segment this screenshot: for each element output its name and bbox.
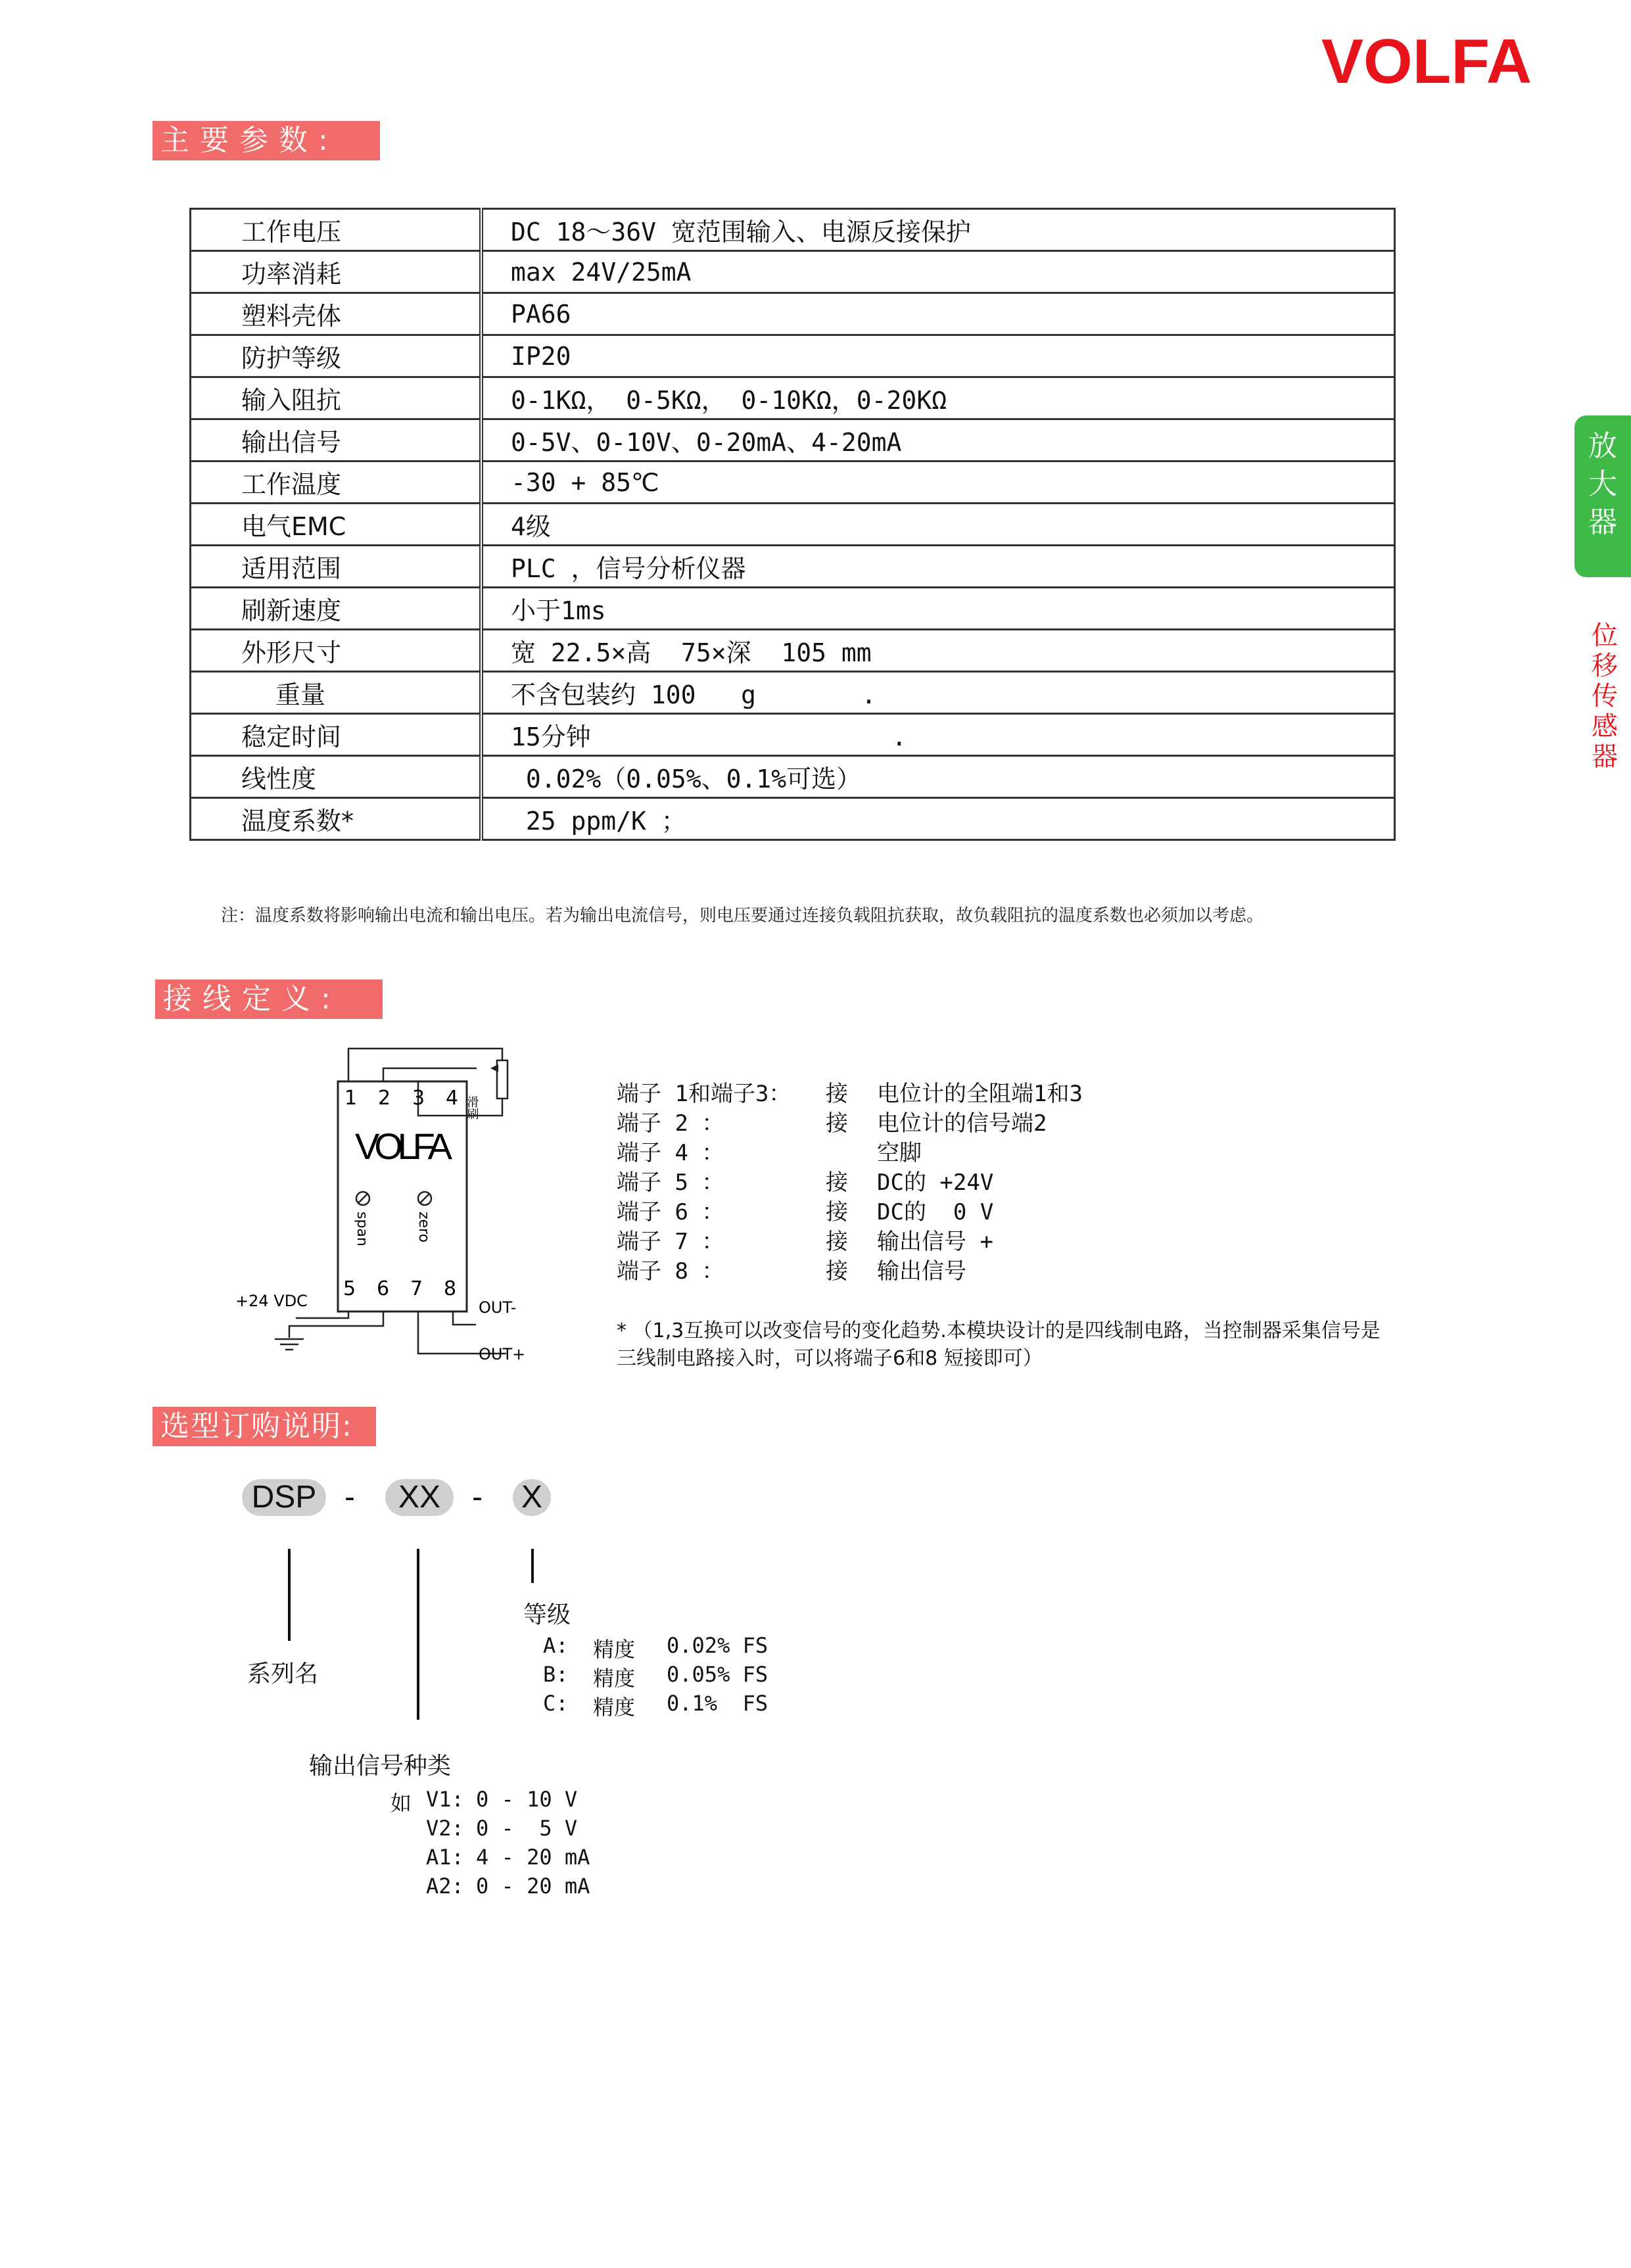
signal-value: 4 - 20 mA bbox=[476, 1845, 590, 1870]
code-grade: X bbox=[513, 1479, 551, 1516]
grade-code: B: bbox=[543, 1662, 569, 1687]
wiring-diagram bbox=[224, 1042, 539, 1384]
code-dash: - bbox=[344, 1480, 355, 1515]
wire-pin2 bbox=[383, 1068, 477, 1081]
param-key: 工作电压 bbox=[191, 209, 482, 251]
param-key: 输入阻抗 bbox=[191, 377, 482, 419]
param-value: PA66 bbox=[481, 293, 1395, 335]
bottom-pin-label: 7 bbox=[410, 1277, 423, 1300]
signal-value: 0 - 5 V bbox=[476, 1816, 578, 1841]
signal-code: A1: bbox=[426, 1845, 464, 1870]
param-value: PLC ，信号分析仪器 bbox=[481, 546, 1395, 588]
wiring-description: DC的 0 V bbox=[877, 1199, 994, 1225]
signal-value: 0 - 10 V bbox=[476, 1787, 578, 1812]
grade-code: C: bbox=[543, 1691, 569, 1716]
wiring-connect: 接 bbox=[826, 1199, 848, 1225]
param-value: 小于1ms bbox=[481, 588, 1395, 630]
wiring-connect: 接 bbox=[826, 1258, 848, 1285]
signal-code: V1: bbox=[426, 1787, 464, 1812]
param-value: 0.02%（0.05%、0.1%可选） bbox=[481, 756, 1395, 798]
wiring-connect: 接 bbox=[826, 1229, 848, 1255]
grade-name: 精度 bbox=[593, 1666, 636, 1691]
category-tab-char: 大 bbox=[1588, 467, 1617, 501]
section-title-order: 选型订购说明: bbox=[153, 1407, 376, 1446]
param-key: 功率消耗 bbox=[191, 251, 482, 293]
param-row bbox=[191, 419, 1395, 461]
param-row bbox=[191, 588, 1395, 630]
wiring-description: 电位计的全阻端1和3 bbox=[877, 1081, 1083, 1107]
param-value: max 24V/25mA bbox=[481, 251, 1395, 293]
category-tab-char: 位 bbox=[1592, 621, 1618, 651]
param-value: 0-5V、0-10V、0-20mA、4-20mA bbox=[481, 419, 1395, 461]
param-row bbox=[191, 293, 1395, 335]
category-tab-char: 移 bbox=[1592, 651, 1618, 681]
top-pin-label: 1 bbox=[344, 1087, 358, 1110]
wire-pin8 bbox=[453, 1311, 476, 1325]
section-title-params: 主要参数: bbox=[153, 121, 380, 160]
wiring-terminal: 端子 8 ： bbox=[617, 1258, 724, 1285]
wiring-description: 空脚 bbox=[877, 1140, 922, 1166]
param-value: 4级 bbox=[481, 504, 1395, 546]
grade-name: 精度 bbox=[593, 1695, 636, 1720]
category-tab-char: 感 bbox=[1592, 711, 1618, 742]
param-value: 0-1KΩ， 0-5KΩ， 0-10KΩ，0-20KΩ bbox=[481, 377, 1395, 419]
param-row bbox=[191, 504, 1395, 546]
temperature-note: 注：温度系数将影响输出电流和输出电压。若为输出电流信号，则电压要通过连接负载阻抗获取，故负载阻抗的温度系数也必须加以考虑。 bbox=[221, 906, 1264, 926]
category-tab-char: 传 bbox=[1592, 681, 1618, 711]
wiring-description: 输出信号 + bbox=[877, 1229, 993, 1255]
wiring-terminal: 端子 7 ： bbox=[617, 1229, 724, 1255]
param-key: 工作温度 bbox=[191, 461, 482, 504]
param-key: 外形尺寸 bbox=[191, 630, 482, 672]
wire-pin3 bbox=[418, 1081, 502, 1116]
category-tab-char: 放 bbox=[1588, 429, 1617, 463]
module-name: VOLFA bbox=[355, 1125, 452, 1167]
series-connector bbox=[288, 1549, 291, 1641]
param-row bbox=[191, 377, 1395, 419]
wiring-terminal: 端子 4 ： bbox=[617, 1140, 724, 1166]
out-plus-label: OUT+ bbox=[479, 1345, 526, 1363]
supply-label: +24 VDC bbox=[235, 1292, 308, 1310]
wiring-description: DC的 +24V bbox=[877, 1169, 994, 1196]
param-key: 刷新速度 bbox=[191, 588, 482, 630]
params-table bbox=[189, 208, 1396, 841]
section-title-wiring: 接线定义: bbox=[155, 980, 383, 1019]
param-value: 25 ppm/K ； bbox=[481, 798, 1395, 840]
top-pin-label: 2 bbox=[378, 1087, 391, 1110]
param-key: 塑料壳体 bbox=[191, 293, 482, 335]
wiper-arrow bbox=[490, 1064, 498, 1072]
param-key: 电气EMC bbox=[191, 504, 482, 546]
bottom-pin-label: 5 bbox=[343, 1277, 356, 1300]
wire-pin6 bbox=[289, 1311, 383, 1338]
param-row bbox=[191, 251, 1395, 293]
top-pin-label: 3 bbox=[412, 1087, 425, 1110]
param-value: DC 18～36V 宽范围输入、电源反接保护 bbox=[481, 209, 1395, 251]
param-row bbox=[191, 209, 1395, 251]
bottom-pin-label: 8 bbox=[444, 1277, 457, 1300]
param-key: 线性度 bbox=[191, 756, 482, 798]
param-row bbox=[191, 756, 1395, 798]
series-label: 系列名 bbox=[247, 1661, 319, 1688]
param-row bbox=[191, 335, 1395, 377]
footnote-line: * （1,3互换可以改变信号的变化趋势.本模块设计的是四线制电路，当控制器采集信号是 bbox=[617, 1319, 1381, 1342]
param-row bbox=[191, 546, 1395, 588]
param-row bbox=[191, 461, 1395, 504]
signal-prefix: 如 bbox=[390, 1791, 412, 1816]
wire-pin1 bbox=[348, 1049, 502, 1081]
wiring-connect: 接 bbox=[826, 1110, 848, 1137]
signal-code: A2: bbox=[426, 1874, 464, 1899]
category-tab-char: 器 bbox=[1592, 742, 1618, 772]
param-value: IP20 bbox=[481, 335, 1395, 377]
param-key: 温度系数* bbox=[191, 798, 482, 840]
category-tab-displacement-sensor[interactable] bbox=[1586, 621, 1624, 772]
zero-label: zero bbox=[415, 1212, 432, 1243]
wiring-terminal: 端子 2 ： bbox=[617, 1110, 724, 1137]
bottom-pin-label: 6 bbox=[377, 1277, 390, 1300]
param-key: 适用范围 bbox=[191, 546, 482, 588]
wiring-description: 电位计的信号端2 bbox=[877, 1110, 1047, 1137]
grade-name: 精度 bbox=[593, 1637, 636, 1662]
grade-label: 等级 bbox=[523, 1601, 571, 1628]
wiring-connect: 接 bbox=[826, 1081, 848, 1107]
wiring-terminal: 端子 5 ： bbox=[617, 1169, 724, 1196]
brand-logo: VOLFA bbox=[1321, 26, 1532, 97]
signal-label: 输出信号种类 bbox=[309, 1753, 452, 1780]
signal-connector bbox=[417, 1549, 419, 1720]
category-tab-amplifier[interactable] bbox=[1574, 415, 1631, 577]
signal-code: V2: bbox=[426, 1816, 464, 1841]
param-key: 稳定时间 bbox=[191, 714, 482, 756]
out-minus-label: OUT- bbox=[479, 1298, 517, 1317]
param-key: 输出信号 bbox=[191, 419, 482, 461]
grade-value: 0.1% FS bbox=[667, 1691, 768, 1716]
wiring-terminal: 端子 1和端子3： bbox=[617, 1081, 792, 1107]
signal-value: 0 - 20 mA bbox=[476, 1874, 590, 1899]
param-value: 不含包装约 100 g . bbox=[481, 672, 1395, 714]
param-row bbox=[191, 630, 1395, 672]
wiring-footnote bbox=[617, 1317, 1550, 1373]
wiring-description: 输出信号 bbox=[877, 1258, 966, 1285]
code-signal: XX bbox=[385, 1479, 454, 1516]
param-key: 重量 bbox=[191, 672, 482, 714]
param-row bbox=[191, 798, 1395, 840]
grade-value: 0.02% FS bbox=[667, 1633, 768, 1658]
grade-value: 0.05% FS bbox=[667, 1662, 768, 1687]
param-value: -30 + 85℃ bbox=[481, 461, 1395, 504]
param-value: 宽 22.5×高 75×深 105 mm bbox=[481, 630, 1395, 672]
param-row bbox=[191, 714, 1395, 756]
top-pin-label: 4 bbox=[446, 1087, 459, 1110]
param-row bbox=[191, 672, 1395, 714]
footnote-line: 三线制电路接入时，可以将端子6和8 短接即可） bbox=[617, 1347, 1043, 1370]
category-tab-char: 器 bbox=[1588, 506, 1617, 539]
param-value: 15分钟 . bbox=[481, 714, 1395, 756]
wiring-connect: 接 bbox=[826, 1169, 848, 1196]
code-dash: - bbox=[472, 1480, 483, 1515]
grade-connector bbox=[531, 1549, 534, 1583]
grade-code: A: bbox=[543, 1633, 569, 1658]
wiring-terminal: 端子 6 ： bbox=[617, 1199, 724, 1225]
slider-label: 滑刷 bbox=[465, 1096, 479, 1120]
param-key: 防护等级 bbox=[191, 335, 482, 377]
potentiometer bbox=[497, 1060, 508, 1099]
code-series: DSP bbox=[242, 1479, 326, 1516]
span-label: span bbox=[354, 1212, 370, 1246]
